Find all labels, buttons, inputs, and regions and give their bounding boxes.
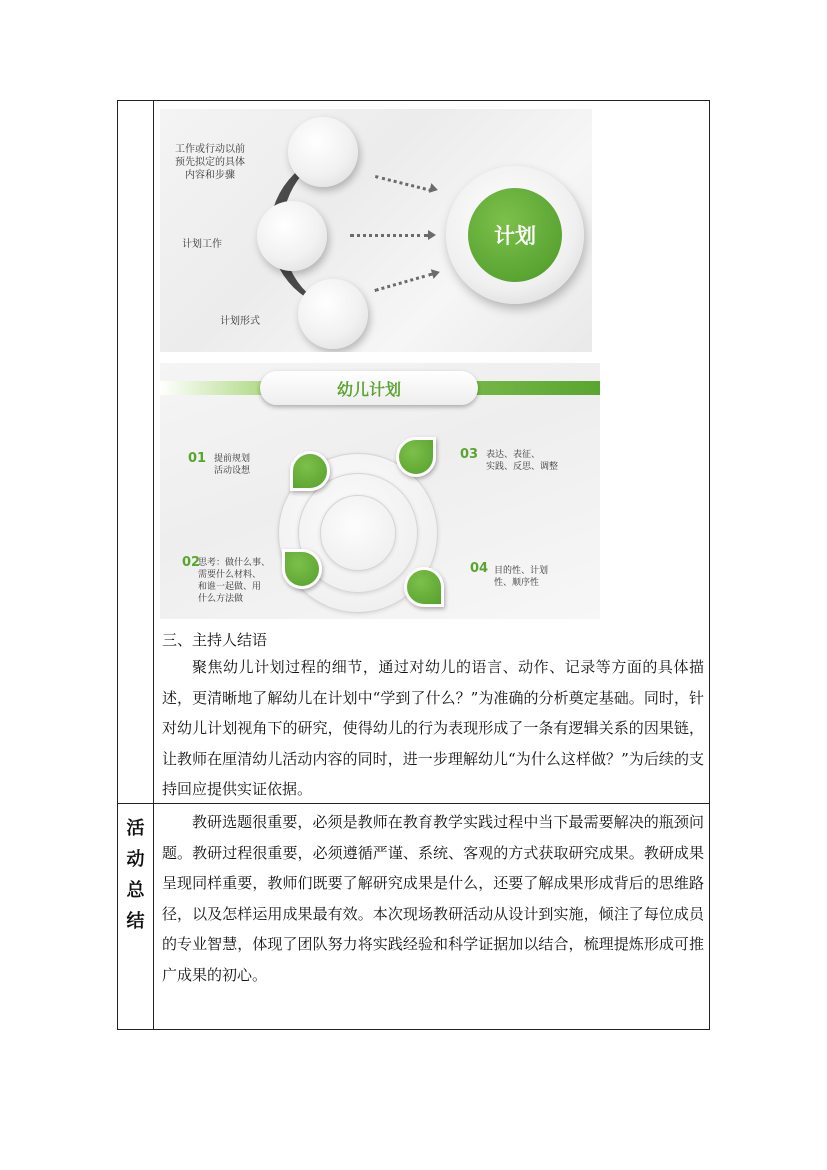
sphere-bottom	[298, 279, 368, 349]
arrow-middle	[350, 234, 428, 239]
sphere-top	[288, 117, 358, 187]
item-number-04: 04	[470, 561, 489, 576]
item-label-04: 目的性、计划 性、顺序性	[494, 566, 549, 588]
section-heading: 三、主持人结语	[162, 631, 268, 649]
item-label-03: 表达、表征、 实践、反思、调整	[486, 450, 559, 472]
child-plan-figure	[160, 363, 600, 619]
label-definition: 工作或行动以前 预先拟定的具体 内容和步骤	[175, 144, 245, 181]
leaf-icon	[404, 567, 444, 607]
figure-title: 幼儿计划	[336, 379, 401, 399]
arrow-head-icon	[429, 183, 439, 195]
item-number-01: 01	[188, 451, 207, 466]
arrow-head-icon	[428, 230, 436, 240]
column-divider	[153, 101, 154, 1029]
leaf-icon	[282, 549, 322, 589]
plan-title: 计划	[494, 224, 536, 248]
summary-side-label: 活 动 总 结	[126, 818, 145, 932]
document-table	[117, 100, 710, 1030]
plan-core	[468, 188, 562, 282]
host-conclusion-paragraph: 聚焦幼儿计划过程的细节，通过对幼儿的语言、动作、记录等方面的具体描述，更清晰地了解幼儿在计划中“学到了什么？”为准确的分析奠定基础。同时，针对幼儿计划视角下的研究，使得幼儿的行为表现形成了一条有逻辑关系的因果链，让教师在厘清幼儿活动内容的同时，进一步理解幼儿“为什么这样做？”为后续的支持回应提供实证依据。	[162, 658, 704, 798]
item-number-03: 03	[460, 447, 479, 462]
arrow-head-icon	[431, 267, 441, 279]
inner-ring	[320, 495, 396, 571]
label-plan-work: 计划工作	[182, 239, 222, 250]
sphere-middle	[257, 201, 327, 271]
summary-paragraph: 教研选题很重要，必须是教师在教育教学实践过程中当下最需要解决的瓶颈问题。教研过程很重要，必须遵循严谨、系统、客观的方式获取研究成果。教研成果呈现同样重要，教师们既要了解研究成果是什么，还要了解成果形成背后的思维路径，以及怎样运用成果最有效。本次现场教研活动从设计到实施，倾注了每位成员的专业智慧，体现了团队努力将实践经验和科学证据加以结合，梳理提炼形成可推广成果的初心。	[162, 813, 704, 984]
title-banner	[260, 371, 478, 405]
item-label-02: 思考：做什么事、 需要什么材料、 和谁一起做、用 什么方法做	[198, 558, 271, 604]
plan-ring	[446, 166, 584, 304]
leaf-icon	[290, 451, 330, 491]
leaf-icon	[396, 437, 436, 477]
label-plan-form: 计划形式	[220, 316, 260, 327]
plan-concept-figure	[160, 109, 592, 352]
item-label-01: 提前规划 活动设想	[214, 454, 251, 476]
item-number-02: 02	[182, 555, 201, 570]
